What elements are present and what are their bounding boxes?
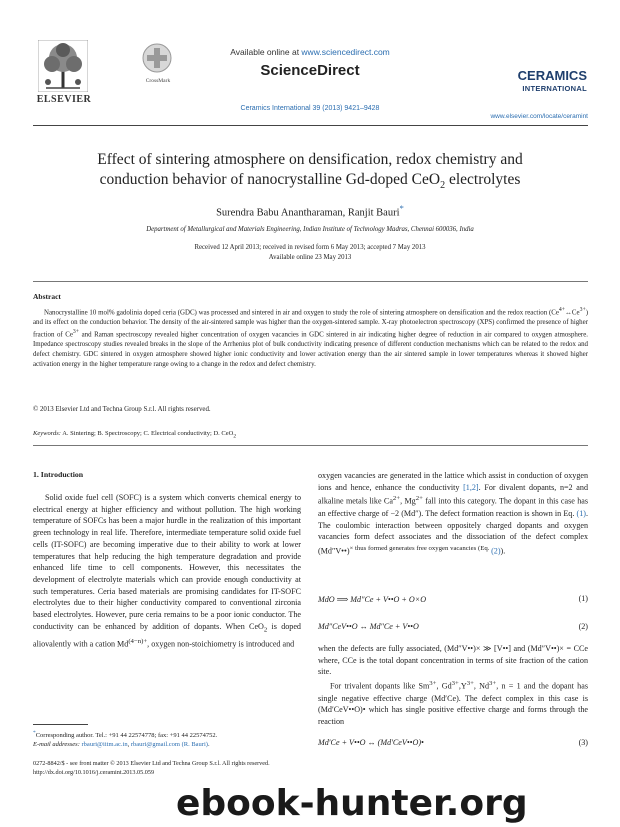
copyright-line: © 2013 Elsevier Ltd and Techna Group S.r.l. All rights reserved. xyxy=(33,406,211,413)
right-text-3a: For trivalent dopants like Sm xyxy=(330,681,430,691)
authors xyxy=(40,203,580,219)
footnote-line2 xyxy=(33,740,301,749)
intro-text-end: is doped aliovalently with a cation Md xyxy=(33,621,301,649)
abstract-part3: and Raman spectroscopy revealed higher concentration of oxygen vacancies in GDC sintered in air indicating higher degree of reduction in air compared to oxygen atmosphere. Impedance spectroscopy studies revealed breaks in the slope of the Arrhenius plot of bulk conductivity indicating presence of different conduction mechanisms which can be related to the redox and defect chemistry. GDC sintered in oxygen atmosphere showed higher ionic conductivity and lower activation energy than the air sintered sample in lower temperatures whereas it showed higher activation energy in the higher temperature range owing to a change in the redox and defect chemistry. xyxy=(33,331,589,369)
equation-link-1[interactable]: (1) xyxy=(576,508,586,518)
right-paragraph-3 xyxy=(318,678,588,728)
equation-3 xyxy=(318,738,588,747)
abstract-sup-b: 3+ xyxy=(579,307,586,313)
footnote xyxy=(33,729,301,749)
gd-charge: 3+ xyxy=(451,680,459,688)
email-link-1[interactable]: rbauri@iitm.ac.in xyxy=(81,741,128,749)
right-text-3d: , Nd xyxy=(473,681,490,691)
email-separator: , xyxy=(127,741,131,749)
author-names: Surendra Babu Anantharaman, Ranjit Bauri xyxy=(216,207,400,219)
received-dates: Received 12 April 2013; received in revised form 6 May 2013; accepted 7 May 2013 xyxy=(194,244,426,251)
equation-2 xyxy=(318,622,588,631)
footnote-mark: * xyxy=(33,730,36,736)
header-divider xyxy=(33,125,588,126)
nd-charge: 3+ xyxy=(489,680,497,688)
abstract-sup-c: 3+ xyxy=(72,329,80,336)
title-line2 xyxy=(40,170,580,196)
right-paragraph-1 xyxy=(318,470,588,557)
right-text-1f: . The coulombic interaction between oppositely charged dopants and oxygen vacancies form defect associates and the dissociation of the defect complex (Md xyxy=(318,508,588,556)
journal-url-link[interactable]: www.elsevier.com/locate/ceramint xyxy=(490,113,588,120)
abstract-ce: Ce xyxy=(571,309,580,317)
elsevier-tree-logo xyxy=(38,40,88,92)
section-heading-introduction: 1. Introduction xyxy=(33,470,84,479)
watermark-text: ebook-hunter.org xyxy=(176,783,528,824)
intro-subscript: 2 xyxy=(263,626,268,634)
equation-2-body: Md″CeV••O ↔ Md″Ce + V••O xyxy=(318,622,419,631)
right-text-1b: . For divalent dopants, n=2 and alkaline metals like Ca xyxy=(318,482,588,507)
doi-link[interactable]: http://dx.doi.org/10.1016/j.ceramint.2013.05.059 xyxy=(33,768,155,776)
abstract-sup-a: 4+ xyxy=(558,307,566,313)
y-charge: 3+ xyxy=(466,680,474,688)
crossmark-label: CrossMark xyxy=(145,78,171,84)
platform-name: ScienceDirect xyxy=(260,62,360,79)
equation-3-body: Md′Ce + V••O ↔ (Md′CeV••O)• xyxy=(318,738,424,747)
available-online-date: Available online 23 May 2013 xyxy=(268,254,352,261)
title-line2-end: electrolytes xyxy=(445,171,521,188)
title-divider xyxy=(33,281,588,282)
right-text-2: when the defects are fully associated, (Md″V••)× ≫ [V••] and (Md″V••)× = CCe where, CCe is the total dopant concentration in terms of site fraction of the cation site. xyxy=(318,644,588,677)
abstract-arrow: ↔ xyxy=(565,309,572,317)
right-text-1e: ″). The defect formation reaction is shown in Eq. xyxy=(415,508,577,518)
equation-3-number: (3) xyxy=(578,738,588,747)
title-line2-text: conduction behavior of nanocrystalline Gd-doped CeO xyxy=(99,171,441,188)
equation-1 xyxy=(318,594,588,604)
mg-charge: 2+ xyxy=(415,495,423,503)
right-text-1i: × thus formed generates free oxygen vacancies (Eq. xyxy=(349,544,492,552)
crossmark-icon[interactable] xyxy=(141,42,173,78)
right-text-1j: ). xyxy=(500,546,506,556)
citation-link-1-2[interactable]: [1,2] xyxy=(463,482,479,492)
journal-title-line2: INTERNATIONAL xyxy=(522,84,587,93)
right-text-1c: , Mg xyxy=(400,497,416,507)
watermark xyxy=(170,779,610,825)
corresponding-author-mark[interactable]: * xyxy=(399,203,404,213)
right-text-3b: , Gd xyxy=(436,681,452,691)
right-paragraph-2 xyxy=(318,643,588,728)
abstract-text xyxy=(33,306,588,370)
intro-text-tail: , oxygen non-stoichiometry is introduced and xyxy=(147,639,295,649)
keywords-subscript: 2 xyxy=(233,433,237,440)
title-subscript: 2 xyxy=(440,180,446,192)
journal-title-line1: CERAMICS xyxy=(517,68,587,83)
right-text-1d: fall into this category. The dopant in this case has an effective charge of −2 (Md xyxy=(318,497,588,518)
abstract-heading: Abstract xyxy=(33,292,61,301)
keywords xyxy=(33,430,236,439)
right-text-1: oxygen vacancies are generated in the lattice which assist in conduction of oxygen ions and hence, enhance the conductivity xyxy=(318,471,588,492)
equation-2-number: (2) xyxy=(578,622,588,631)
right-text-3e: , n = 1 and the dopant has single negative effective charge (Md′Ce). The defect complex in this case is (Md′CeV••O)• which has single positive effective charge and forms through the reaction xyxy=(318,681,588,726)
keywords-label: Keywords: xyxy=(33,430,61,437)
affiliation: Department of Metallurgical and Materials Engineering, Indian Institute of Technology Madras, Chennai 600036, India xyxy=(146,226,474,233)
equation-1-body: MdO ⟹ Md″Ce + V••O + O×O xyxy=(318,595,427,604)
email-link-2[interactable]: rbauri@gmail.com (R. Bauri) xyxy=(130,741,208,749)
abstract-part2: ) and its effect on the conduction behavior. The density of the air-sintered sample was higher than the oxygen-sintered sample. X-ray photoelectron spectroscopy (XPS) confirmed the presence of higher fraction of Ce xyxy=(33,309,588,339)
footnote-divider xyxy=(33,724,88,725)
footnote-line1 xyxy=(33,729,301,740)
available-prefix: Available online at xyxy=(230,47,302,57)
intro-paragraph xyxy=(33,492,301,650)
email-end: . xyxy=(207,741,210,749)
sciencedirect-link[interactable]: www.sciencedirect.com xyxy=(301,47,390,57)
right-text-3c: ,Y xyxy=(458,681,467,691)
ca-charge: 2+ xyxy=(392,495,401,503)
front-matter xyxy=(33,760,433,777)
article-title xyxy=(40,150,580,196)
abstract-part1: Nanocrystalline 10 mol% gadolinia doped ceria (GDC) was processed and sintered in air and oxygen to study the role of sintering atmosphere on densification and the redox reaction (Ce xyxy=(44,309,559,317)
intro-superscript: (4−n)+ xyxy=(128,638,148,646)
journal-reference-link[interactable]: Ceramics International 39 (2013) 9421–9428 xyxy=(240,105,380,112)
email-label: E-mail addresses: xyxy=(33,741,82,749)
footnote-contact: Corresponding author. Tel.: +91 44 22574778; fax: +91 44 22574752. xyxy=(35,732,218,740)
right-text-1g: ″V xyxy=(331,546,342,556)
intro-text: Solid oxide fuel cell (SOFC) is a system which converts chemical energy to electrical energy at higher efficiency and without pollution. The high working temperature of SOFCs has been a major hurdle in the realization of this important green technology in real life. Therefore, intermediate temperature solid oxide fuel cells (IT-SOFC) are becoming imperative due to their ability to work at lower temperatures that help reducing the high temperature degradation and provide enhanced life time to cell components. However, this necessitates the development of electrolyte materials which can provide enough conductivity at such temperatures. Ceria based materials are promising candidates for IT-SOFC electrolytes due to their higher conductivity compared to conventional zirconia based electrolytes. However, pure ceria remains to be a poor ionic conductor. The conductivity can be enhanced by addition of dopants. When CeO xyxy=(33,493,301,631)
right-text-1h: ••) xyxy=(341,546,350,556)
sm-charge: 3+ xyxy=(429,680,437,688)
publisher-name: ELSEVIER xyxy=(36,94,92,105)
front-matter-line1: 0272-8842/$ - see front matter © 2013 Elsevier Ltd and Techna Group S.r.l. All rights reserved. xyxy=(33,760,270,767)
equation-1-number: (1) xyxy=(578,594,588,603)
available-online-line xyxy=(205,47,415,57)
abstract-divider xyxy=(33,445,588,446)
title-line1: Effect of sintering atmosphere on densification, redox chemistry and xyxy=(97,151,523,168)
keywords-list: A. Sintering; B. Spectroscopy; C. Electrical conductivity; D. CeO xyxy=(60,430,234,437)
equation-link-2[interactable]: (2) xyxy=(491,546,501,556)
